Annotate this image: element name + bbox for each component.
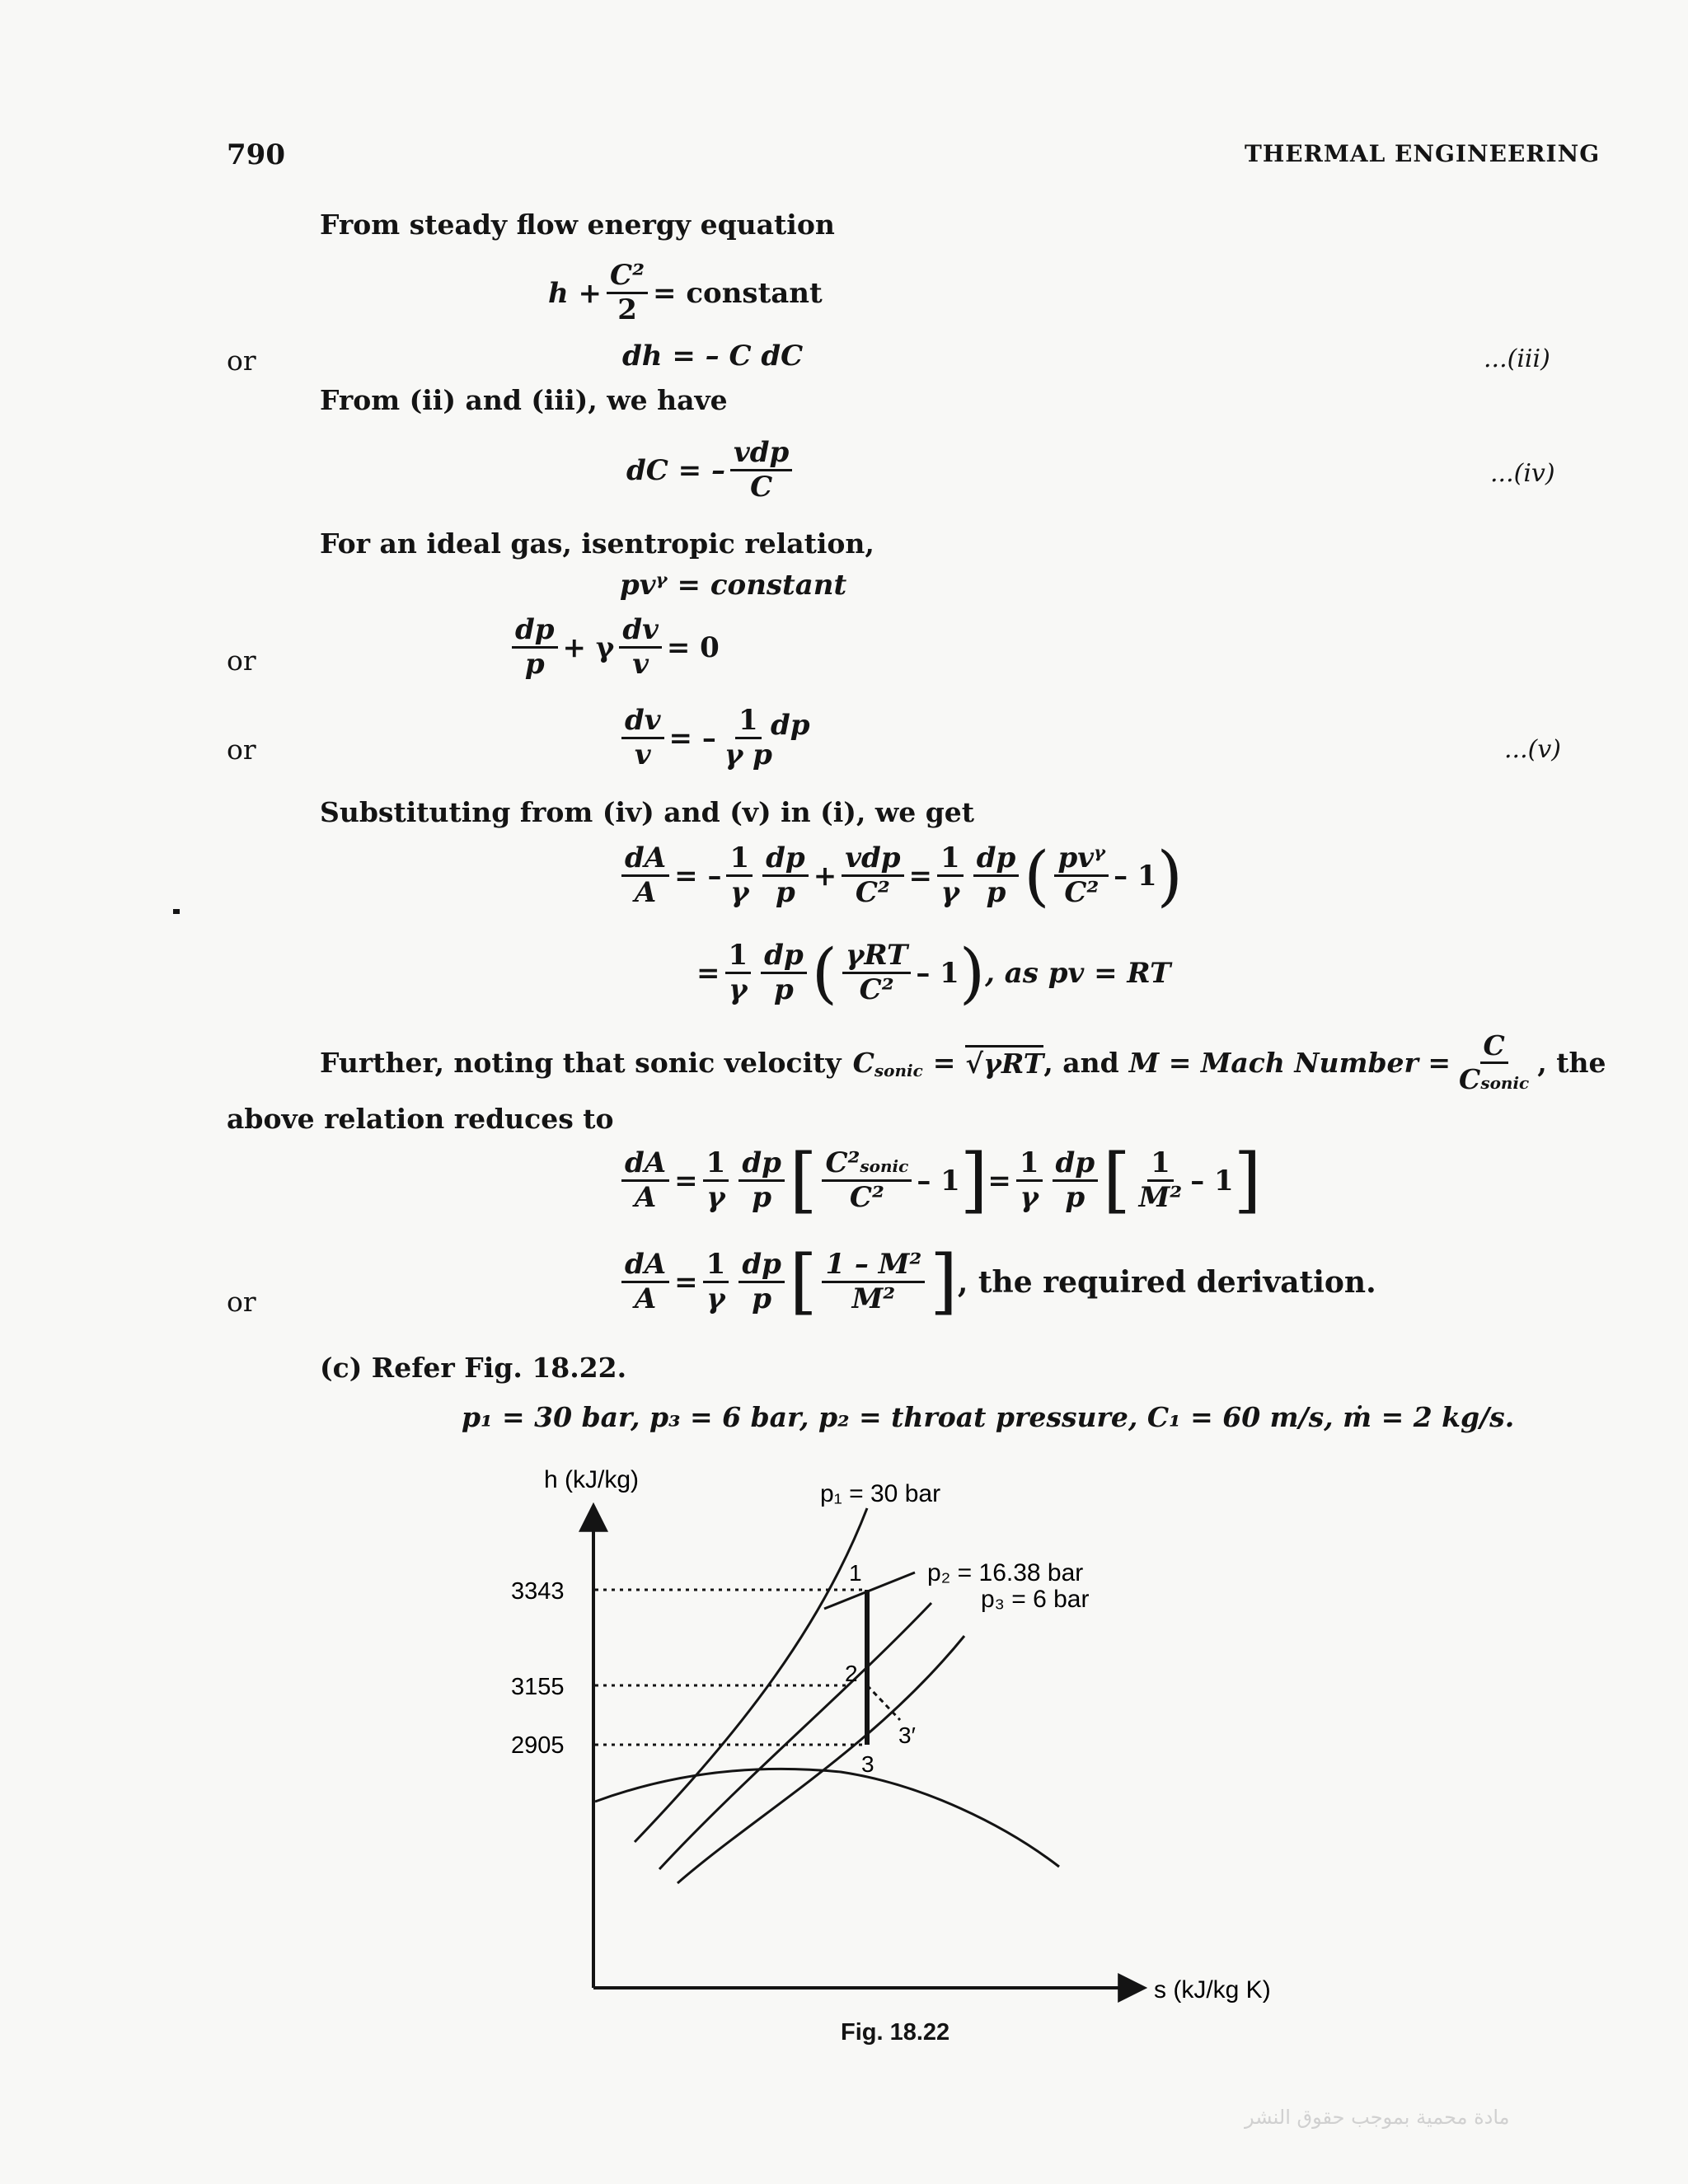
page-number: 790 bbox=[227, 138, 285, 171]
state-label-1: 1 bbox=[849, 1560, 862, 1586]
eq-area-mach-1: $\frac{dA}{A}$ = $\frac{1}{\gamma}$ $\frac{dp}{p}$ [ $\frac{\text{C²sonic}}{\text{C²}}$ – 1 ] = $\frac{1}{\gamma}$ $\frac{dp}{p}$ [ $\frac{1}{\text{M²}}$ – 1 ] bbox=[617, 1147, 1261, 1214]
text-above-relation: above relation reduces to bbox=[227, 1103, 614, 1135]
state-label-3: 3 bbox=[861, 1751, 874, 1777]
eq-dv-over-v: $\frac{dv}{v}$ = – $\frac{1}{\text{γ p}}$ bbox=[617, 705, 762, 771]
text-sfee: From steady flow energy equation bbox=[320, 209, 835, 241]
eq-dp-small: dp bbox=[771, 709, 810, 742]
actual-expansion bbox=[867, 1685, 900, 1720]
text-given-values: p₁ = 30 bar, p₃ = 6 bar, p₂ = throat pressure, C₁ = 60 m/s, ṁ = 2 kg/s. bbox=[462, 1401, 1515, 1433]
tag-v: ...(v) bbox=[1504, 735, 1561, 764]
eq-area-velocity-2: = $\frac{1}{\gamma}$ $\frac{dp}{p}$ ( $\frac{\text{γRT}}{\text{C²}}$ – 1 ) , as pv = RT bbox=[696, 934, 1171, 1011]
eq-pvg-constant: pvᵞ = constant bbox=[620, 569, 847, 602]
eq-h: h + bbox=[548, 276, 603, 310]
isobar-label-p2: p₂ = 16.38 bar bbox=[927, 1559, 1084, 1586]
isobar-label-p3: p₃ = 6 bar bbox=[981, 1586, 1090, 1613]
eq-area-mach-final: $\frac{dA}{A}$ = $\frac{1}{\gamma}$ $\frac{dp}{p}$ [ $\frac{\text{1 – M²}}{\text{M²}}$ ] , the required derivation. bbox=[617, 1249, 1376, 1315]
eq-differential: $\frac{dp}{p}$ + γ $\frac{dv}{v}$ = 0 bbox=[507, 614, 720, 681]
h-axis-label: h (kJ/kg) bbox=[544, 1466, 640, 1493]
or-label: or bbox=[227, 733, 256, 766]
y-tick-label: 2905 bbox=[511, 1732, 565, 1759]
y-tick-label: 3155 bbox=[511, 1674, 565, 1700]
y-tick-label: 3343 bbox=[511, 1578, 565, 1605]
isobar-p3 bbox=[678, 1636, 964, 1883]
text-from-ii-iii: From (ii) and (iii), we have bbox=[320, 384, 728, 416]
eq-dC: dC = – $\frac{\text{vdp}}{C}$ bbox=[626, 437, 797, 504]
as-pv-rt: , as pv = RT bbox=[985, 956, 1171, 990]
required-derivation: , the required derivation. bbox=[957, 1264, 1376, 1300]
watermark: مادة محمية بموجب حقوق النشر bbox=[1245, 2106, 1510, 2129]
state-label-2: 2 bbox=[845, 1661, 858, 1686]
tag-iv: ...(iv) bbox=[1490, 459, 1555, 488]
margin-mark bbox=[173, 909, 180, 914]
isobar-p2 bbox=[659, 1603, 931, 1869]
text-substituting: Substituting from (iv) and (v) in (i), we get bbox=[320, 796, 975, 828]
or-label: or bbox=[227, 1286, 256, 1318]
s-axis-label: s (kJ/kg K) bbox=[1154, 1976, 1271, 2004]
saturation-curve bbox=[595, 1769, 1059, 1867]
eq-c2-over-2: $\frac{\text{C²}}{2}$ bbox=[607, 260, 648, 326]
or-label: or bbox=[227, 644, 256, 677]
eq-constant: = constant bbox=[653, 276, 823, 310]
eq-dh: dh = – C dC bbox=[622, 340, 804, 373]
isobar-label-p1: p₁ = 30 bar bbox=[820, 1480, 941, 1507]
state-label-3-prime: 3′ bbox=[898, 1722, 916, 1748]
running-title: THERMAL ENGINEERING bbox=[1245, 140, 1601, 167]
tag-iii: ...(iii) bbox=[1484, 344, 1550, 373]
text-further: Further, noting that sonic velocity C sonic = √γRT , and M = Mach Number = $\frac{C}{\text{Csonic}}$ , the bbox=[320, 1029, 1606, 1095]
text-ideal-gas: For an ideal gas, isentropic relation, bbox=[320, 527, 874, 560]
figure-caption: Fig. 18.22 bbox=[841, 2019, 950, 2046]
or-label: or bbox=[227, 344, 256, 377]
eq-area-velocity-1: $\frac{dA}{A}$ = – $\frac{1}{\gamma}$ $\frac{dp}{p}$ + $\frac{\text{vdp}}{\text{C²}}$ = $\frac{1}{\gamma}$ $\frac{dp}{p}$ ( $\frac{\text{pvᵞ}}{\text{C²}}$ – 1 ) bbox=[617, 842, 1183, 909]
isobar-p1 bbox=[635, 1508, 867, 1842]
text-refer-fig: (c) Refer Fig. 18.22. bbox=[320, 1352, 627, 1384]
